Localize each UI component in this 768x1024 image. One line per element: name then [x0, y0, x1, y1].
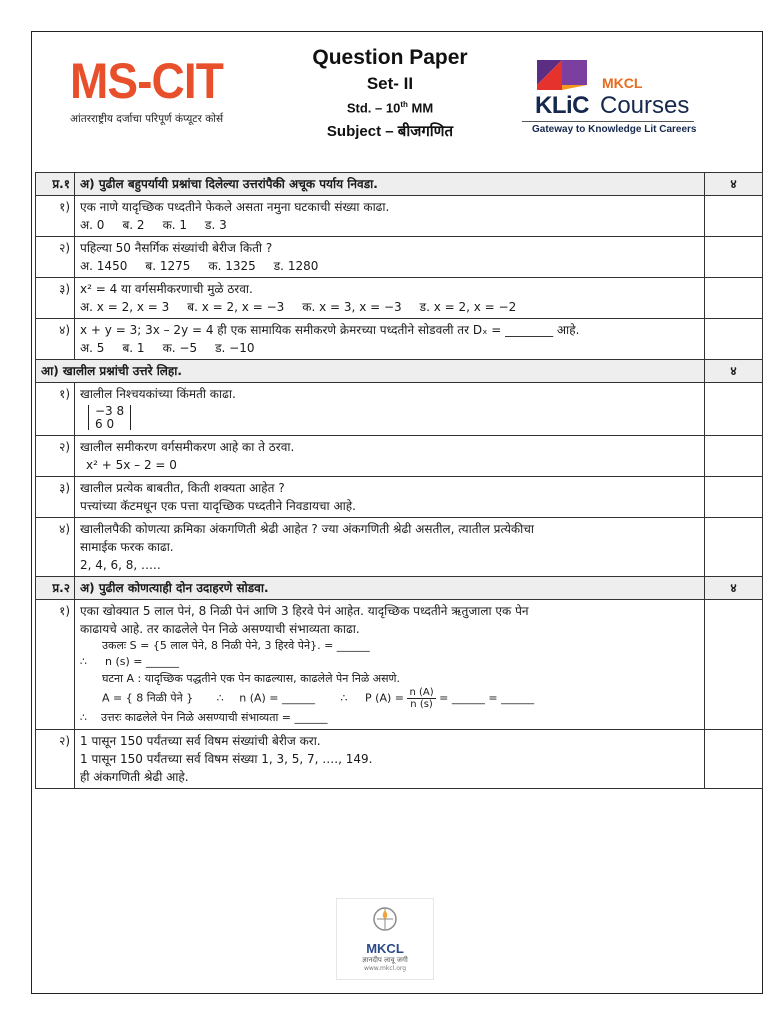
marks: ४	[705, 173, 763, 196]
brand-tagline: आंतरराष्ट्रीय दर्जाचा परिपूर्ण कंप्यूटर कोर्स	[70, 113, 224, 125]
item-number: २)	[36, 237, 75, 278]
set-label: Set- II	[366, 74, 414, 93]
option-row	[80, 257, 699, 275]
solution-line	[80, 687, 699, 710]
question-text: खालीलपैकी कोणत्या क्रमिका अंकगणिती श्रेढी आहेत ? ज्या अंकगणिती श्रेढी असतील, त्यातील प्रत्येकीचा	[80, 521, 534, 536]
therefore-symbol: ∴	[340, 691, 348, 705]
question-text: सामाईक फरक काढा.	[80, 539, 174, 554]
therefore-symbol: ∴	[216, 691, 224, 705]
option: ब. 2	[122, 218, 145, 232]
answer-text: उत्तरः काढलेले पेन निळे असण्याची संभाव्यता = ______	[101, 711, 328, 725]
marks-empty	[705, 729, 763, 788]
solution-line: उकलः S = {5 लाल पेने, 8 निळी पेने, 3 हिरवे पेने}. = ______	[102, 638, 370, 652]
std-label	[290, 100, 490, 115]
question-cell	[75, 729, 705, 788]
question-text: काढायचे आहे. तर काढलेले पेन निळे असण्याची संभाव्यता काढा.	[80, 621, 360, 636]
question-text: x + y = 3; 3x – 2y = 4 ही एक सामायिक समीकरणे क्रेमरच्या पध्दतीने सोडवली तर Dₓ = ________ आहे.	[80, 323, 580, 337]
std-sup: th	[400, 100, 408, 109]
option: ब. 1	[122, 341, 145, 355]
klic-divider	[522, 121, 694, 122]
determinant-row: 6 0	[95, 416, 115, 431]
marks-empty	[705, 599, 763, 729]
brand-logo: MS-CIT	[70, 53, 223, 109]
marks-empty	[705, 517, 763, 576]
paper-title: Question Paper	[312, 46, 468, 69]
question-text: एका खोक्यात 5 लाल पेनं, 8 निळी पेनं आणि 3 हिरवे पेनं आहेत. यादृच्छिक पध्दतीने ऋतुजाला एक पेन	[80, 603, 529, 618]
option: ब. 1275	[145, 259, 191, 273]
item-number: १)	[36, 383, 75, 436]
question-text: खालील प्रत्येक बाबतीत, किती शक्यता आहेत ?	[80, 480, 285, 495]
option: ड. −10	[215, 341, 255, 355]
title-block	[290, 46, 490, 141]
question-text: पत्त्यांच्या कॅटमधून एक पत्ता यादृच्छिक पध्दतीने निवडायचा आहे.	[80, 498, 356, 513]
item-number: १)	[36, 599, 75, 729]
table-row	[36, 319, 763, 360]
probability-fraction	[407, 687, 435, 710]
question-text: पहिल्या 50 नैसर्गिक संख्यांची बेरीज किती ?	[80, 241, 273, 255]
question-cell	[75, 237, 705, 278]
std-suffix: MM	[407, 100, 434, 116]
klic-tagline: Gateway to Knowledge Lit Careers	[532, 124, 697, 135]
pa-suffix: = ______ = ______	[439, 691, 535, 705]
item-number: ३)	[36, 476, 75, 517]
question-cell	[75, 435, 705, 476]
determinant	[88, 405, 131, 430]
footer-url: www.mkcl.org	[363, 965, 407, 972]
solution-line: घटना A : यादृच्छिक पद्धतीने एक पेन काढल्यास, काढलेले पेन निळे असणे.	[102, 671, 401, 685]
question-number: प्र.१	[36, 173, 75, 196]
option-row	[80, 339, 699, 357]
marks-empty	[705, 196, 763, 237]
a-set: A = { 8 निळी पेने }	[102, 691, 194, 705]
table-row	[36, 278, 763, 319]
subject-label: Subject – बीजगणित	[326, 123, 454, 141]
option: क. 1	[162, 218, 188, 232]
table-row	[36, 237, 763, 278]
option: क. −5	[162, 341, 198, 355]
fraction-numerator: n (A)	[409, 687, 434, 699]
std-prefix: Std. – 10	[346, 100, 401, 116]
footer-mkcl: MKCL	[366, 941, 404, 956]
therefore-symbol: ∴	[80, 711, 87, 725]
table-row	[36, 599, 763, 729]
table-row	[36, 517, 763, 576]
fraction-denominator: n (s)	[410, 699, 433, 711]
question-cell	[75, 599, 705, 729]
solution-line	[80, 654, 699, 671]
klic-word: KLiC	[535, 92, 589, 119]
table-row	[36, 383, 763, 436]
option: अ. 0	[80, 218, 105, 232]
question-cell	[75, 476, 705, 517]
item-number: ४)	[36, 319, 75, 360]
option: क. 1325	[208, 259, 256, 273]
mkcl-lamp-icon	[371, 905, 399, 935]
solution-line	[80, 710, 699, 727]
question-table	[35, 172, 763, 789]
option-row	[80, 216, 699, 234]
section-heading: अ) पुढील बहुपर्यायी प्रश्नांचा दिलेल्या उत्तरांपैकी अचूक पर्याय निवडा.	[75, 173, 705, 196]
option: ब. x = 2, x = −3	[187, 300, 285, 314]
marks: ४	[705, 360, 763, 383]
section-heading: अ) पुढील कोणत्याही दोन उदाहरणे सोडवा.	[75, 576, 705, 599]
equation: x² + 5x – 2 = 0	[86, 457, 177, 472]
table-row	[36, 435, 763, 476]
item-number: २)	[36, 435, 75, 476]
question-number: प्र.२	[36, 576, 75, 599]
table-row	[36, 196, 763, 237]
sequence: 2, 4, 6, 8, …..	[80, 557, 161, 572]
footer-tagline: ज्ञानदीप लावू जगी	[362, 956, 408, 964]
option: ड. 3	[205, 218, 227, 232]
marks-empty	[705, 278, 763, 319]
option-row	[80, 298, 699, 316]
option: अ. 1450	[80, 259, 128, 273]
question-text: एक नाणे यादृच्छिक पध्दतीने फेकले असता नमुना घटकाची संख्या काढा.	[80, 200, 390, 214]
option: अ. x = 2, x = 3	[80, 300, 170, 314]
item-number: १)	[36, 196, 75, 237]
question-cell	[75, 383, 705, 436]
therefore-symbol: ∴	[80, 655, 87, 669]
question-text: 1 पासून 150 पर्यंतच्या सर्व विषम संख्यांची बेरीज करा.	[80, 733, 321, 748]
question-cell	[75, 196, 705, 237]
klic-courses: Courses	[600, 92, 690, 119]
option: अ. 5	[80, 341, 105, 355]
section-heading: आ) खालील प्रश्नांची उत्तरे लिहा.	[36, 360, 705, 383]
item-number: २)	[36, 729, 75, 788]
table-row	[36, 360, 763, 383]
marks-empty	[705, 237, 763, 278]
ns-text: n (s) = ______	[105, 655, 179, 669]
question-text: x² = 4 या वर्गसमीकरणाची मुळे ठरवा.	[80, 282, 253, 296]
table-row	[36, 729, 763, 788]
marks-empty	[705, 383, 763, 436]
question-text: ही अंकगणिती श्रेढी आहे.	[80, 769, 189, 784]
question-text: खालील समीकरण वर्गसमीकरण आहे का ते ठरवा.	[80, 439, 295, 454]
question-text: खालील निश्चयकांच्या किंमती काढा.	[80, 387, 236, 401]
option: ड. x = 2, x = −2	[419, 300, 517, 314]
question-cell	[75, 517, 705, 576]
determinant-row: −3 8	[95, 404, 125, 418]
item-number: ४)	[36, 517, 75, 576]
option: ड. 1280	[273, 259, 319, 273]
marks-empty	[705, 476, 763, 517]
pa-prefix: P (A) =	[365, 691, 404, 705]
table-row	[36, 173, 763, 196]
table-row	[36, 576, 763, 599]
na-text: n (A) = ______	[239, 691, 316, 705]
table-row	[36, 476, 763, 517]
footer-logo	[336, 898, 434, 980]
marks: ४	[705, 576, 763, 599]
option: क. x = 3, x = −3	[302, 300, 402, 314]
item-number: ३)	[36, 278, 75, 319]
question-text: 1 पासून 150 पर्यंतच्या सर्व विषम संख्या 1, 3, 5, 7, …., 149.	[80, 751, 373, 766]
marks-empty	[705, 319, 763, 360]
marks-empty	[705, 435, 763, 476]
question-cell	[75, 278, 705, 319]
klic-mkcl-label: MKCL	[602, 75, 643, 91]
question-cell	[75, 319, 705, 360]
